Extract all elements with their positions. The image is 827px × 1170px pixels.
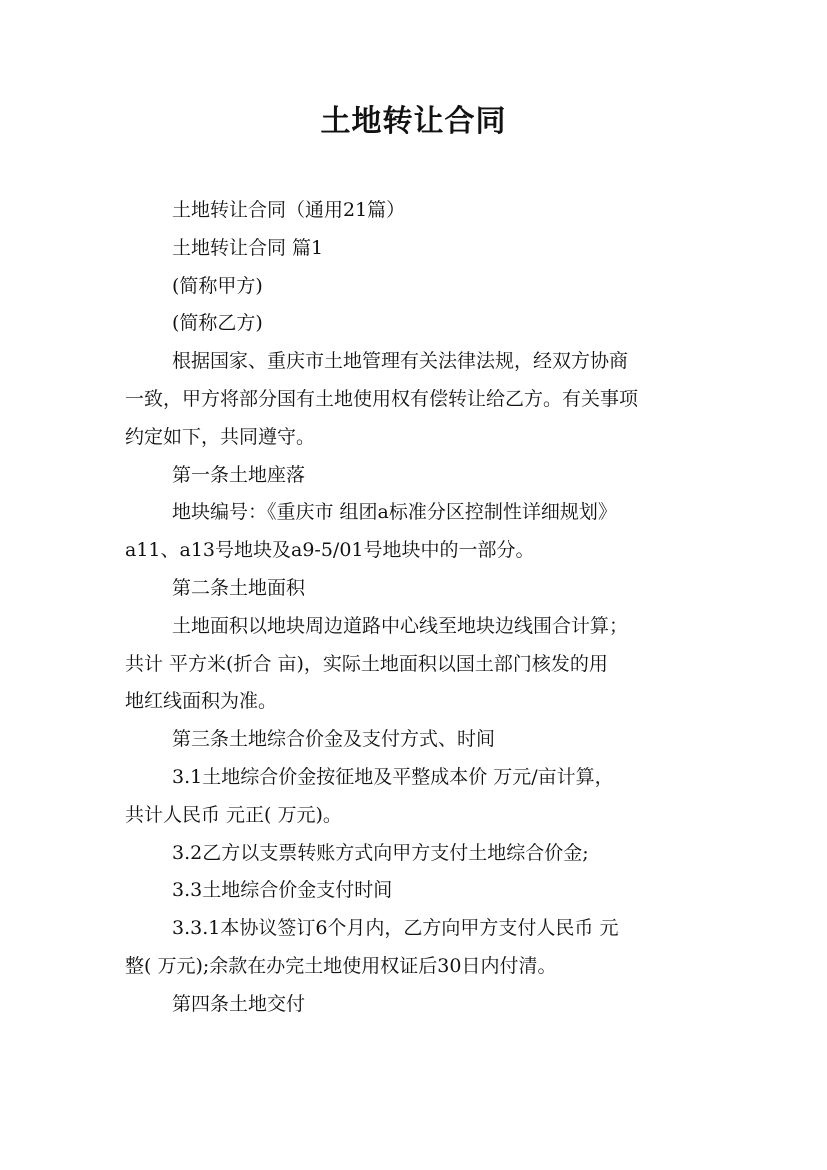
- paragraph-line: 3.3土地综合价金支付时间: [172, 879, 393, 902]
- document-subtitle: 土地转让合同（通用21篇）: [172, 199, 406, 221]
- article-heading: 第二条土地面积: [172, 576, 306, 599]
- paragraph-line: a11、a13号地块及a9-5/01号地块中的一部分。: [125, 539, 535, 562]
- paragraph-line: 3.2乙方以支票转账方式向甲方支付土地综合价金;: [172, 841, 589, 864]
- paragraph-line: 土地面积以地块周边道路中心线至地块边线围合计算；: [172, 614, 629, 637]
- document-title: 土地转让合同: [320, 104, 507, 139]
- paragraph-line: 地红线面积为准。: [125, 690, 278, 713]
- paragraph-line: 共计 平方米(折合 亩)，实际土地面积以国土部门核发的用: [125, 652, 608, 675]
- paragraph-line: 一致，甲方将部分国有土地使用权有偿转让给乙方。有关事项: [125, 387, 639, 410]
- section-heading: 土地转让合同 篇1: [172, 236, 324, 259]
- article-heading: 第三条土地综合价金及支付方式、时间: [172, 728, 496, 751]
- document-body: [125, 192, 715, 1024]
- paragraph-line: 3.3.1本协议签订6个月内，乙方向甲方支付人民币 元: [172, 917, 619, 940]
- party-b-line: (简称乙方): [172, 312, 263, 335]
- paragraph-line: 根据国家、重庆市土地管理有关法律法规，经双方协商: [172, 350, 629, 373]
- paragraph-line: 整( 万元);余款在办完土地使用权证后30日内付清。: [125, 954, 557, 977]
- article-heading: 第四条土地交付: [172, 992, 306, 1015]
- paragraph-line: 地块编号：《重庆市 组团a标准分区控制性详细规划》: [172, 501, 617, 524]
- paragraph-line: 3.1土地综合价金按征地及平整成本价 万元/亩计算，: [172, 765, 614, 788]
- article-heading: 第一条土地座落: [172, 463, 306, 486]
- paragraph-line: 共计人民币 元正( 万元)。: [125, 803, 342, 826]
- party-a-line: (简称甲方): [172, 274, 263, 297]
- paragraph-line: 约定如下，共同遵守。: [125, 425, 316, 448]
